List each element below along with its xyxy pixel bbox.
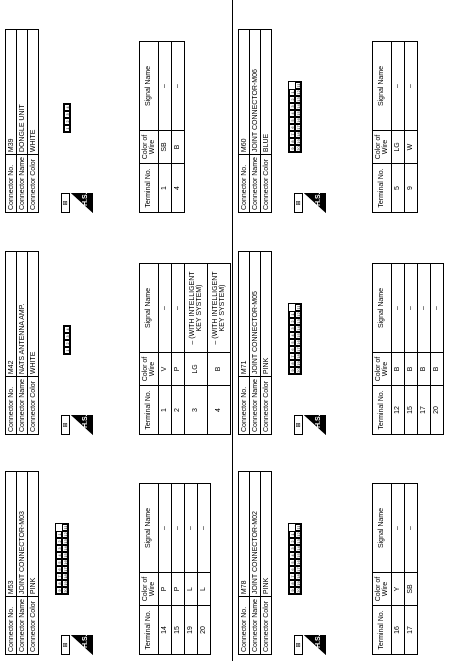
table-row (172, 42, 185, 213)
pin-cell: 7 (289, 573, 295, 580)
connector-color-value: PINK (28, 472, 39, 597)
pin-cell: 8 (56, 580, 62, 587)
pin-cell: 1 (64, 347, 70, 354)
pin-cell: 8 (289, 138, 295, 145)
signal-name: – (172, 42, 185, 131)
pin-cell: 20 (63, 588, 68, 593)
pin-cell: 17 (296, 125, 301, 130)
pin-cell: 1 (289, 311, 295, 318)
signal-name: – (392, 264, 405, 353)
terminal-number: 12 (392, 386, 405, 435)
pin-cell: 4 (64, 326, 70, 333)
connector-color-value: PINK (261, 472, 272, 597)
connector-face-diagram (63, 325, 71, 355)
terminal-table (372, 41, 418, 213)
pin-cell: 11 (296, 83, 301, 88)
harness-side-icon: ⊞ (61, 415, 70, 435)
pin-cell: 16 (296, 340, 301, 345)
pin-cell: 9 (289, 587, 295, 594)
pin-cell: 9 (289, 145, 295, 152)
pin-cell: 8 (289, 360, 295, 367)
table-row (185, 484, 198, 655)
connector-color-value: WHITE (28, 252, 39, 377)
pin-cell: 15 (296, 553, 301, 558)
pin-cell: 15 (296, 333, 301, 338)
connector-number-value: M71 (239, 252, 250, 377)
pin-cell: 12 (296, 532, 301, 537)
wire-color-header: Color of Wire (140, 573, 159, 606)
connector-face-diagram (288, 523, 302, 595)
connector-face-diagram (288, 81, 302, 153)
wire-color: P (172, 353, 185, 386)
table-row (418, 264, 431, 435)
pin-cell: 2 (56, 538, 62, 545)
pin-cell: 2 (289, 318, 295, 325)
hs-symbol (294, 193, 326, 213)
terminal-table (139, 483, 211, 655)
pin-cell: 17 (63, 567, 68, 572)
table-row (172, 484, 185, 655)
pin-cell: 20 (296, 588, 301, 593)
pin-cell: 18 (296, 354, 301, 359)
signal-name: – (405, 42, 418, 131)
hs-label: H.S. (82, 414, 89, 428)
connector-info-table (238, 251, 272, 435)
terminal-number: 5 (392, 164, 405, 213)
signal-name: – (159, 484, 172, 573)
wire-color: B (418, 353, 431, 386)
terminal-number: 2 (172, 386, 185, 435)
connector-name-label: Connector Name (250, 155, 261, 213)
harness-side-icon: ⊞ (294, 193, 303, 213)
hs-symbol (294, 415, 326, 435)
hs-label: H.S. (315, 414, 322, 428)
terminal-number: 15 (172, 606, 185, 655)
pin-cell: 5 (56, 559, 62, 566)
table-row (392, 484, 405, 655)
pin-cell: 6 (56, 566, 62, 573)
terminal-no-header: Terminal No. (373, 164, 392, 213)
pin-cell: 11 (296, 525, 301, 530)
table-row (172, 264, 185, 435)
signal-name-header: Signal Name (140, 42, 159, 131)
pin-cell: 13 (296, 539, 301, 544)
connector-name-value: JOINT CONNECTOR-M03 (17, 472, 28, 597)
wire-color: LG (185, 353, 208, 386)
pin-cell: 16 (63, 560, 68, 565)
wire-color: L (185, 573, 198, 606)
wire-color: B (208, 353, 231, 386)
table-row (159, 484, 172, 655)
signal-name: – (WITH INTELLIGENT KEY SYSTEM) (185, 264, 208, 353)
pin-cell: 2 (289, 96, 295, 103)
pin-cell: 4 (64, 104, 70, 111)
connector-face-diagram (288, 303, 302, 375)
connector-number-value: M60 (239, 30, 250, 155)
signal-name: – (172, 264, 185, 353)
pin-cell: 14 (296, 104, 301, 109)
connector-name-label: Connector Name (17, 377, 28, 435)
wire-color: W (405, 131, 418, 164)
pin-row (295, 524, 301, 594)
terminal-number: 19 (185, 606, 198, 655)
pin-row (295, 82, 301, 152)
connector-number-label: Connector No. (239, 597, 250, 655)
terminal-table (372, 483, 418, 655)
pin-cell: 1 (289, 89, 295, 96)
terminal-number: 1 (159, 386, 172, 435)
connector-info-table (5, 29, 39, 213)
pin-cell: 1 (56, 531, 62, 538)
connector-name-label: Connector Name (250, 377, 261, 435)
connector-panel (5, 215, 230, 435)
pin-cell: 9 (289, 367, 295, 374)
connector-info-table (5, 471, 39, 655)
connector-color-value: WHITE (28, 30, 39, 155)
harness-side-icon: ⊞ (61, 193, 70, 213)
signal-name: – (159, 42, 172, 131)
connector-color-value: BLUE (261, 30, 272, 155)
pin-cell: 20 (296, 146, 301, 151)
pin-row (64, 104, 70, 132)
signal-name: – (418, 264, 431, 353)
table-row (431, 264, 444, 435)
terminal-number: 1 (159, 164, 172, 213)
terminal-number: 4 (208, 386, 231, 435)
harness-side-icon: ⊞ (294, 635, 303, 655)
signal-name-header: Signal Name (373, 42, 392, 131)
pin-cell: 9 (56, 587, 62, 594)
signal-name: – (172, 484, 185, 573)
terminal-number: 20 (198, 606, 211, 655)
connector-face-diagram (63, 103, 71, 133)
pin-cell: 12 (63, 532, 68, 537)
connector-number-label: Connector No. (239, 155, 250, 213)
connector-number-label: Connector No. (6, 377, 17, 435)
table-row (405, 264, 418, 435)
signal-name: – (405, 264, 418, 353)
wire-color: B (392, 353, 405, 386)
pin-cell: 19 (296, 139, 301, 144)
pin-cell: 13 (296, 319, 301, 324)
connector-name-label: Connector Name (17, 597, 28, 655)
connector-name-value: DONGLE UNIT (17, 30, 28, 155)
signal-name-header: Signal Name (140, 264, 159, 353)
pin-cell: 6 (289, 346, 295, 353)
hs-label: H.S. (315, 192, 322, 206)
terminal-no-header: Terminal No. (140, 606, 159, 655)
wire-color-header: Color of Wire (140, 131, 159, 164)
terminal-number: 4 (172, 164, 185, 213)
pin-cell: 6 (289, 124, 295, 131)
table-row (208, 264, 231, 435)
pin-cell: 12 (296, 90, 301, 95)
signal-name-header: Signal Name (373, 484, 392, 573)
pin-cell: 12 (296, 312, 301, 317)
pin-cell: 16 (296, 560, 301, 565)
connector-name-label: Connector Name (250, 597, 261, 655)
connector-panel (238, 0, 463, 213)
connector-number-value: M42 (6, 252, 17, 377)
table-row (392, 42, 405, 213)
connector-color-label: Connector Color (261, 597, 272, 655)
pin-cell: 6 (289, 566, 295, 573)
connector-name-value: JOINT CONNECTOR-M05 (250, 252, 261, 377)
pin-cell: 3 (289, 545, 295, 552)
wire-color-header: Color of Wire (373, 131, 392, 164)
pin-cell: 1 (64, 125, 70, 132)
connector-name-value: JOINT CONNECTOR-M02 (250, 472, 261, 597)
hs-label: H.S. (82, 192, 89, 206)
pin-cell: 3 (64, 111, 70, 118)
pin-cell: 5 (289, 339, 295, 346)
pin-cell: 5 (289, 559, 295, 566)
pin-cell: 7 (56, 573, 62, 580)
harness-side-icon: ⊞ (61, 635, 70, 655)
pin-cell: 19 (296, 581, 301, 586)
connector-name-value: JOINT CONNECTOR-M06 (250, 30, 261, 155)
pin-cell: 19 (63, 581, 68, 586)
wire-color-header: Color of Wire (373, 353, 392, 386)
pin-cell: 3 (56, 545, 62, 552)
pin-cell: 18 (296, 574, 301, 579)
table-row (159, 264, 172, 435)
terminal-table (139, 41, 185, 213)
signal-name: – (WITH INTELLIGENT KEY SYSTEM) (208, 264, 231, 353)
connector-panel (238, 435, 463, 655)
connector-panel (5, 0, 230, 213)
pin-cell: 2 (64, 340, 70, 347)
connector-number-value: M53 (6, 472, 17, 597)
hs-symbol (294, 635, 326, 655)
pin-cell: 17 (296, 347, 301, 352)
pin-cell: 13 (63, 539, 68, 544)
wire-color: L (198, 573, 211, 606)
terminal-number: 14 (159, 606, 172, 655)
connector-panel (238, 215, 463, 435)
connector-name-label: Connector Name (17, 155, 28, 213)
connector-color-label: Connector Color (28, 155, 39, 213)
signal-name: – (198, 484, 211, 573)
pin-cell: 14 (296, 546, 301, 551)
terminal-number: 17 (405, 606, 418, 655)
signal-name: – (392, 42, 405, 131)
terminal-no-header: Terminal No. (140, 386, 159, 435)
wire-color: B (172, 131, 185, 164)
pin-cell: 20 (296, 368, 301, 373)
pin-row (64, 326, 70, 354)
signal-name: – (392, 484, 405, 573)
pin-cell: 4 (289, 552, 295, 559)
connector-face-diagram (55, 523, 69, 595)
hs-symbol (61, 415, 93, 435)
hs-label: H.S. (82, 634, 89, 648)
wire-color: P (172, 573, 185, 606)
terminal-number: 15 (405, 386, 418, 435)
pin-cell: 5 (289, 117, 295, 124)
pin-cell: 11 (296, 305, 301, 310)
connector-number-value: M78 (239, 472, 250, 597)
pin-cell: 3 (289, 325, 295, 332)
connector-color-label: Connector Color (28, 377, 39, 435)
pin-cell: 4 (289, 332, 295, 339)
connector-color-value: PINK (261, 252, 272, 377)
hs-label: H.S. (315, 634, 322, 648)
connector-panel (5, 435, 230, 655)
pin-cell: 4 (289, 110, 295, 117)
signal-name: – (431, 264, 444, 353)
signal-name-header: Signal Name (373, 264, 392, 353)
signal-name: – (185, 484, 198, 573)
pin-row (62, 524, 68, 594)
table-row (405, 42, 418, 213)
table-row (159, 42, 172, 213)
pin-cell: 3 (64, 333, 70, 340)
connector-info-table (238, 471, 272, 655)
signal-name-header: Signal Name (140, 484, 159, 573)
connector-info-table (5, 251, 39, 435)
terminal-table (372, 263, 444, 435)
signal-name: – (159, 264, 172, 353)
pin-cell: 16 (296, 118, 301, 123)
pin-cell: 7 (289, 353, 295, 360)
signal-name: – (405, 484, 418, 573)
terminal-number: 20 (431, 386, 444, 435)
pin-cell: 14 (296, 326, 301, 331)
pin-cell: 19 (296, 361, 301, 366)
terminal-table (139, 263, 231, 435)
pin-cell: 3 (289, 103, 295, 110)
pin-cell: 15 (296, 111, 301, 116)
connector-name-value: NATS ANTENNA AMP. (17, 252, 28, 377)
pin-cell: 15 (63, 553, 68, 558)
connector-number-label: Connector No. (6, 597, 17, 655)
connector-color-label: Connector Color (28, 597, 39, 655)
terminal-number: 17 (418, 386, 431, 435)
pin-row (295, 304, 301, 374)
terminal-number: 16 (392, 606, 405, 655)
wire-color-header: Color of Wire (373, 573, 392, 606)
connector-number-label: Connector No. (6, 155, 17, 213)
pin-cell: 8 (289, 580, 295, 587)
pin-cell: 17 (296, 567, 301, 572)
wire-color: SB (405, 573, 418, 606)
section-divider (232, 0, 233, 661)
wire-color: P (159, 573, 172, 606)
pin-cell: 18 (63, 574, 68, 579)
wire-color-header: Color of Wire (140, 353, 159, 386)
hs-symbol (61, 193, 93, 213)
wire-color: LG (392, 131, 405, 164)
connector-number-label: Connector No. (239, 377, 250, 435)
pin-cell: 13 (296, 97, 301, 102)
connector-number-value: M39 (6, 30, 17, 155)
terminal-no-header: Terminal No. (373, 386, 392, 435)
terminal-no-header: Terminal No. (373, 606, 392, 655)
pin-cell: 18 (296, 132, 301, 137)
table-row (392, 264, 405, 435)
wire-color: Y (392, 573, 405, 606)
pin-cell: 2 (289, 538, 295, 545)
pin-cell: 4 (56, 552, 62, 559)
terminal-number: 9 (405, 164, 418, 213)
table-row (405, 484, 418, 655)
table-row (185, 264, 208, 435)
pin-cell: 7 (289, 131, 295, 138)
pin-cell: 1 (289, 531, 295, 538)
wire-color: SB (159, 131, 172, 164)
wire-color: B (431, 353, 444, 386)
hs-symbol (61, 635, 93, 655)
terminal-number: 3 (185, 386, 208, 435)
terminal-no-header: Terminal No. (140, 164, 159, 213)
wire-color: V (159, 353, 172, 386)
connector-color-label: Connector Color (261, 155, 272, 213)
wire-color: B (405, 353, 418, 386)
connector-color-label: Connector Color (261, 377, 272, 435)
pin-cell: 14 (63, 546, 68, 551)
connector-info-table (238, 29, 272, 213)
harness-side-icon: ⊞ (294, 415, 303, 435)
table-row (198, 484, 211, 655)
pin-cell: 11 (63, 525, 68, 530)
pin-cell: 2 (64, 118, 70, 125)
